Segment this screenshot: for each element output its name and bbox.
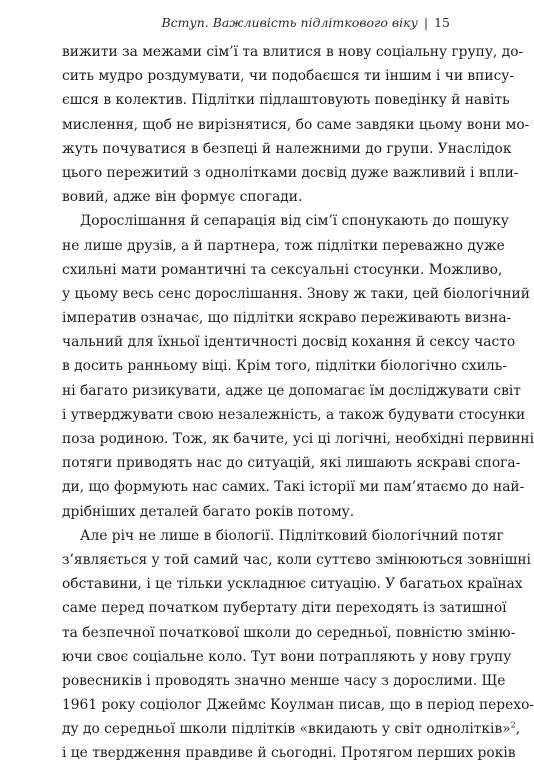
text-line: імператив означає, що підлітки яскраво переживають визна-: [62, 310, 512, 327]
text-line: дрібніших деталей багато років потому.: [62, 503, 355, 520]
text-line: з’являється у той самий час, коли суттєво змінюються зовнішні: [62, 551, 531, 568]
running-header: [161, 15, 450, 30]
footnote-reference[interactable]: 2: [510, 720, 516, 730]
text-line: саме перед початком пубертату діти переходять із затишної: [62, 600, 507, 617]
text-line: ючи своє соціальне коло. Тут вони потрапляють у нову групу: [62, 648, 512, 665]
text-line: і утверджувати свою незалежність, а також будувати стосунки: [62, 406, 526, 423]
text-line: чальний для їхньої ідентичності досвід кохання й сексу часто: [62, 334, 516, 351]
text-line: мислення, щоб не вирізнятися, бо саме завдяки цьому вони мо-: [62, 116, 530, 133]
text-line: ровесників і проводять значно менше часу з дорослими. Ще: [62, 672, 506, 689]
text-line-with-footnote: ду до середньої школи підлітків «вкидають у світ однолітків»$^2$,: [62, 720, 521, 738]
text-line: та безпечної початкової школи до середньої, повністю зміню-: [62, 624, 516, 641]
text-line: ні багато ризикувати, адже це допомагає їм досліджувати світ: [62, 382, 521, 399]
text-line: вижити за межами сім’ї та влитися в нову соціальну групу, до-: [62, 44, 524, 60]
text-line: Дорослішання й сепарація від сім’ї спонукають до пошуку: [80, 213, 509, 230]
header-separator: |: [423, 15, 429, 30]
text-line: вовий, адже він формує спогади.: [62, 189, 303, 206]
running-title: Вступ. Важливість підліткового віку: [161, 15, 418, 30]
text-line: схильні мати романтичні та сексуальні стосунки. Можливо,: [62, 261, 503, 278]
text-line: у цьому весь сенс дорослішання. Знову ж таки, цей біологічний: [62, 285, 530, 302]
text-line: потяги приводять нас до ситуацій, які лишають яскраві спога-: [62, 455, 521, 472]
body-text: [62, 40, 534, 766]
text-line: поза родиною. Тож, як бачите, усі ці логічні, необхідні первинні: [62, 431, 534, 447]
text-line-content: ду до середньої школи підлітків «вкидають у світ однолітків»: [62, 721, 511, 738]
text-line: єшся в колектив. Підлітки підлаштовують поведінку й навіть: [62, 92, 510, 109]
page-number: 15: [434, 15, 450, 30]
text-line: сить мудро роздумувати, чи подобаєшся ти іншим і чи впису-: [62, 68, 515, 85]
text-line: і це твердження правдиве й сьогодні. Протягом перших років: [62, 745, 516, 762]
text-line: ди, що формують нас самих. Такі історії ми пам’ятаємо до най-: [62, 479, 525, 496]
text-line: Але річ не лише в біології. Підлітковий біологічний потяг: [80, 527, 504, 544]
text-line: обставини, і це тільки ускладнює ситуацію. У багатьох країнах: [62, 576, 523, 593]
text-line: цього пережитий з однолітками досвід дуже важливий і впли-: [62, 164, 519, 181]
text-line: не лише друзів, а й партнера, тож підлітки переважно дуже: [62, 237, 505, 254]
text-line: 1961 року соціолог Джеймс Коулман писав, що в період перехо-: [62, 697, 534, 714]
text-line: жуть почуватися в безпеці й належними до групи. Унаслідок: [62, 140, 512, 157]
text-line: в досить ранньому віці. Крім того, підлітки біологічно схиль-: [62, 358, 507, 375]
